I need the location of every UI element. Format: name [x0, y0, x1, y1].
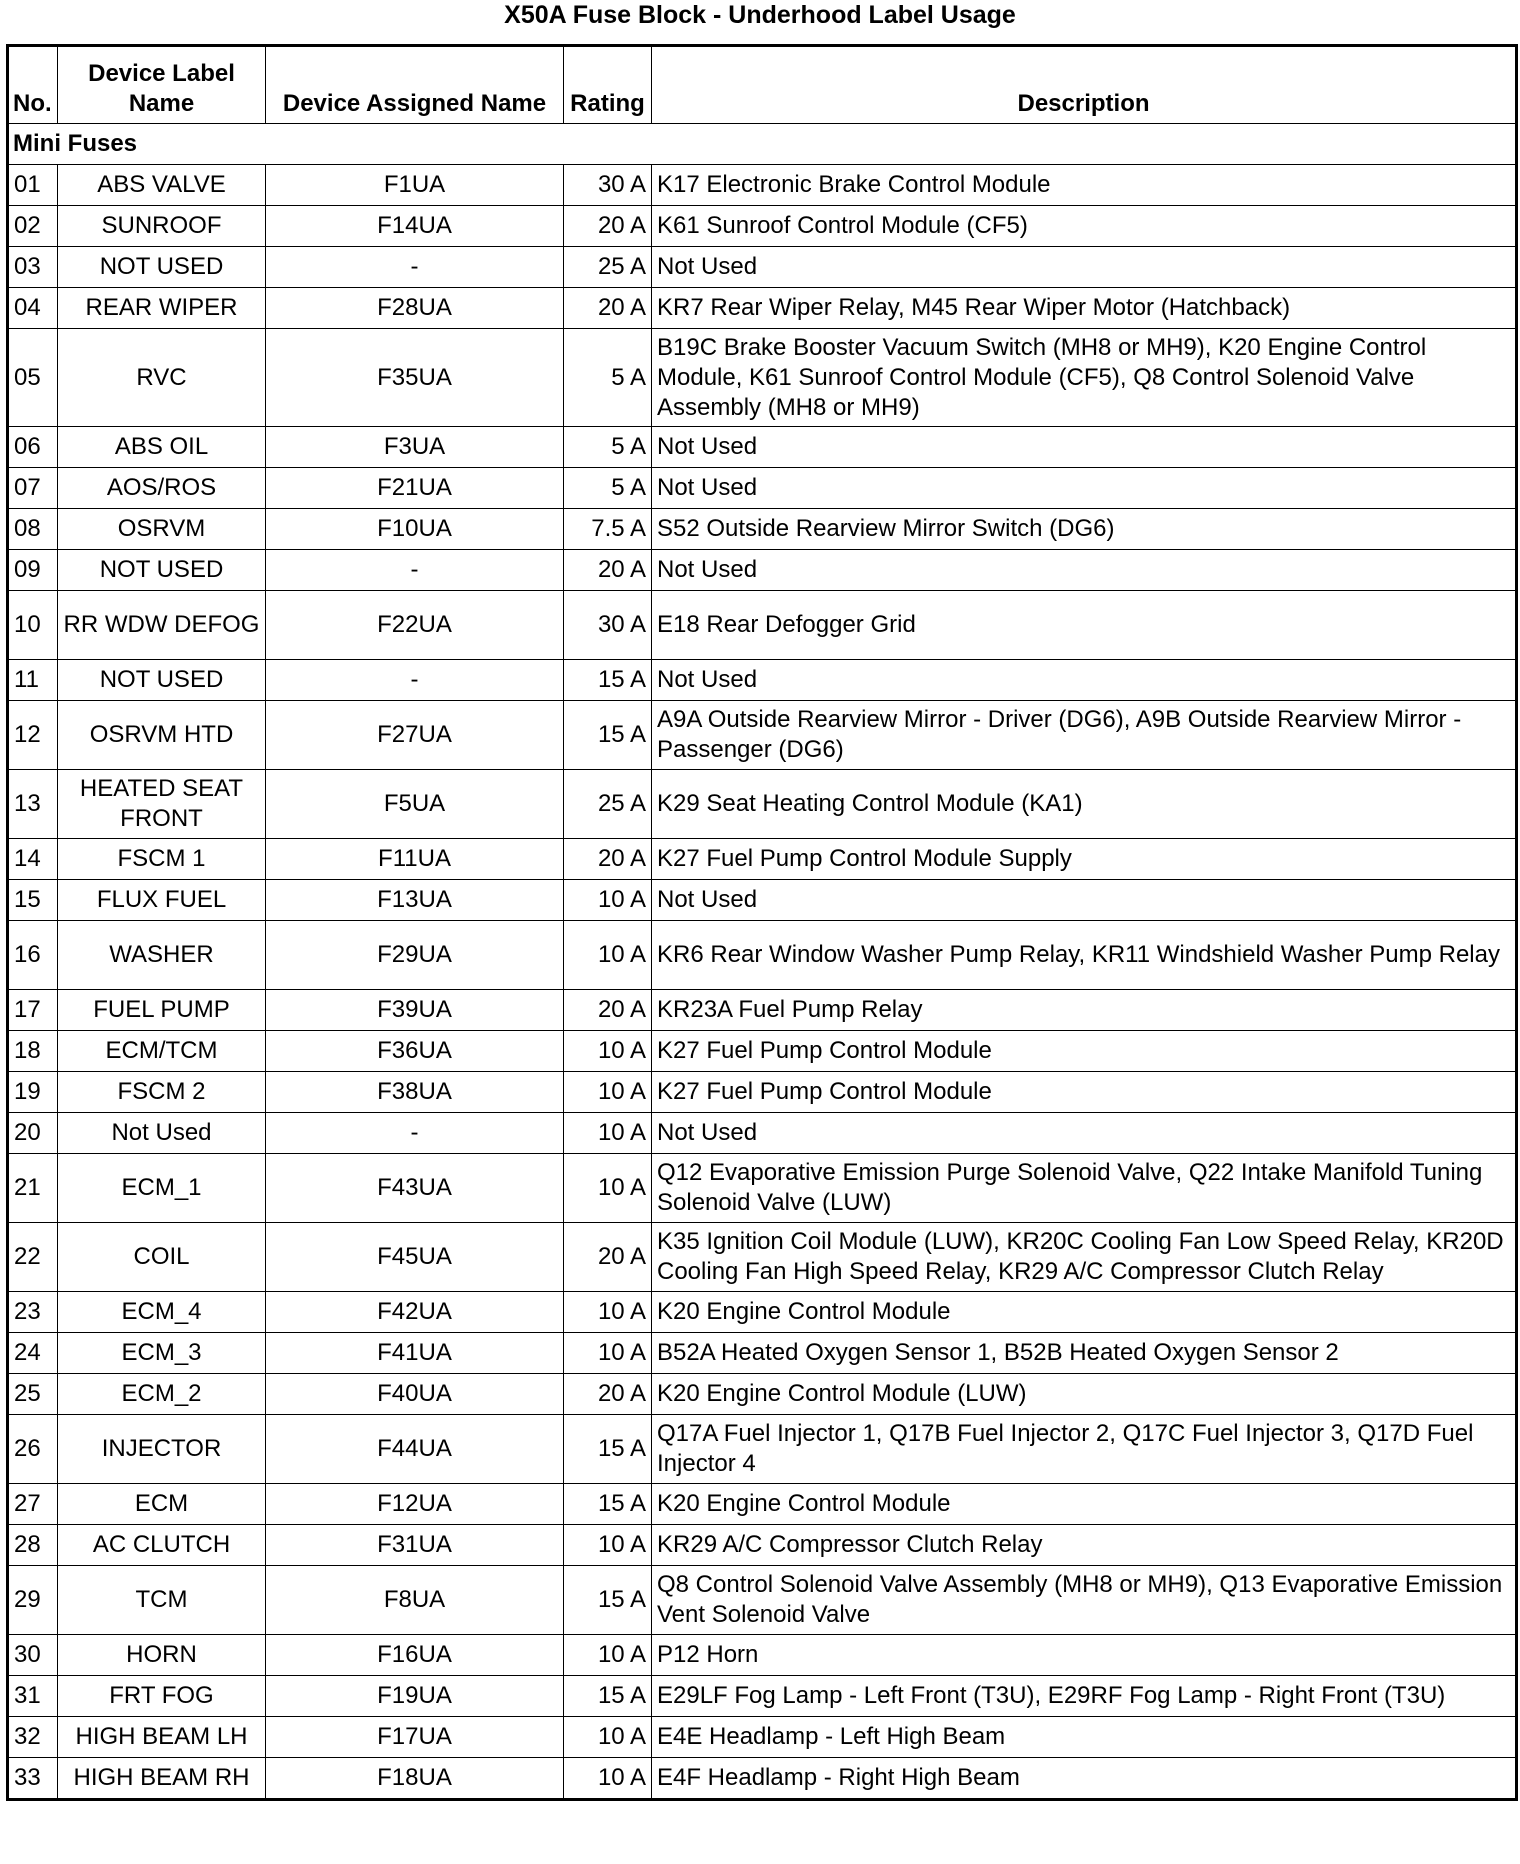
page-title: X50A Fuse Block - Underhood Label Usage — [504, 1, 1016, 29]
cell-assigned: F12UA — [266, 1484, 564, 1525]
cell-description: K27 Fuel Pump Control Module — [652, 1072, 1517, 1113]
cell-no: 32 — [8, 1717, 58, 1758]
table-row — [8, 660, 1517, 701]
cell-description: KR6 Rear Window Washer Pump Relay, KR11 Windshield Washer Pump Relay — [652, 921, 1517, 990]
table-row — [8, 1072, 1517, 1113]
cell-assigned: F11UA — [266, 839, 564, 880]
cell-rating: 20 A — [564, 1223, 652, 1292]
cell-label: ECM_2 — [58, 1374, 266, 1415]
cell-label: OSRVM — [58, 509, 266, 550]
cell-assigned: - — [266, 247, 564, 288]
cell-rating: 20 A — [564, 1374, 652, 1415]
cell-label: AC CLUTCH — [58, 1525, 266, 1566]
table-row — [8, 509, 1517, 550]
table-header-row — [8, 46, 1517, 124]
table-row — [8, 1374, 1517, 1415]
cell-rating: 20 A — [564, 288, 652, 329]
cell-label: FUEL PUMP — [58, 990, 266, 1031]
cell-rating: 25 A — [564, 770, 652, 839]
cell-rating: 15 A — [564, 660, 652, 701]
cell-label: RR WDW DEFOG — [58, 591, 266, 660]
cell-assigned: F27UA — [266, 701, 564, 770]
cell-description: Q8 Control Solenoid Valve Assembly (MH8 or MH9), Q13 Evaporative Emission Vent Solenoid Valve — [652, 1566, 1517, 1635]
cell-assigned: F21UA — [266, 468, 564, 509]
cell-label: SUNROOF — [58, 206, 266, 247]
cell-label: ABS OIL — [58, 427, 266, 468]
cell-description: K27 Fuel Pump Control Module — [652, 1031, 1517, 1072]
table-row — [8, 1758, 1517, 1800]
cell-description: K17 Electronic Brake Control Module — [652, 165, 1517, 206]
table-row — [8, 550, 1517, 591]
cell-description: Not Used — [652, 468, 1517, 509]
cell-no: 31 — [8, 1676, 58, 1717]
cell-no: 09 — [8, 550, 58, 591]
cell-label: WASHER — [58, 921, 266, 990]
cell-assigned: F8UA — [266, 1566, 564, 1635]
cell-no: 30 — [8, 1635, 58, 1676]
cell-description: Q12 Evaporative Emission Purge Solenoid Valve, Q22 Intake Manifold Tuning Solenoid Valve (LUW) — [652, 1154, 1517, 1223]
column-header-no: No. — [8, 46, 58, 124]
cell-rating: 10 A — [564, 1333, 652, 1374]
cell-label: COIL — [58, 1223, 266, 1292]
cell-description: KR29 A/C Compressor Clutch Relay — [652, 1525, 1517, 1566]
cell-assigned: F42UA — [266, 1292, 564, 1333]
cell-label: FSCM 1 — [58, 839, 266, 880]
cell-description: Q17A Fuel Injector 1, Q17B Fuel Injector 2, Q17C Fuel Injector 3, Q17D Fuel Injector 4 — [652, 1415, 1517, 1484]
cell-label: NOT USED — [58, 660, 266, 701]
cell-rating: 10 A — [564, 1072, 652, 1113]
cell-description: KR7 Rear Wiper Relay, M45 Rear Wiper Motor (Hatchback) — [652, 288, 1517, 329]
cell-rating: 5 A — [564, 427, 652, 468]
table-row — [8, 1415, 1517, 1484]
cell-no: 17 — [8, 990, 58, 1031]
cell-rating: 20 A — [564, 206, 652, 247]
cell-label: ECM_4 — [58, 1292, 266, 1333]
table-row — [8, 1525, 1517, 1566]
cell-no: 29 — [8, 1566, 58, 1635]
table-row — [8, 1566, 1517, 1635]
table-row — [8, 288, 1517, 329]
cell-assigned: F43UA — [266, 1154, 564, 1223]
cell-label: ECM/TCM — [58, 1031, 266, 1072]
cell-assigned: F3UA — [266, 427, 564, 468]
cell-label: Not Used — [58, 1113, 266, 1154]
cell-description: K20 Engine Control Module — [652, 1484, 1517, 1525]
cell-no: 19 — [8, 1072, 58, 1113]
table-row — [8, 1223, 1517, 1292]
cell-rating: 10 A — [564, 1113, 652, 1154]
table-row — [8, 921, 1517, 990]
table-row — [8, 1484, 1517, 1525]
cell-rating: 10 A — [564, 1031, 652, 1072]
cell-rating: 20 A — [564, 550, 652, 591]
table-row — [8, 1154, 1517, 1223]
cell-assigned: F1UA — [266, 165, 564, 206]
cell-rating: 30 A — [564, 591, 652, 660]
cell-no: 33 — [8, 1758, 58, 1800]
cell-description: Not Used — [652, 1113, 1517, 1154]
cell-no: 12 — [8, 701, 58, 770]
cell-assigned: F40UA — [266, 1374, 564, 1415]
cell-rating: 10 A — [564, 1525, 652, 1566]
cell-assigned: - — [266, 1113, 564, 1154]
table-row — [8, 770, 1517, 839]
cell-no: 25 — [8, 1374, 58, 1415]
column-header-assigned: Device Assigned Name — [266, 46, 564, 124]
cell-assigned: - — [266, 550, 564, 591]
cell-assigned: F5UA — [266, 770, 564, 839]
cell-assigned: F10UA — [266, 509, 564, 550]
cell-description: Not Used — [652, 880, 1517, 921]
table-row — [8, 1717, 1517, 1758]
cell-assigned: F45UA — [266, 1223, 564, 1292]
cell-rating: 15 A — [564, 1415, 652, 1484]
cell-no: 18 — [8, 1031, 58, 1072]
cell-no: 08 — [8, 509, 58, 550]
cell-assigned: F29UA — [266, 921, 564, 990]
table-row — [8, 468, 1517, 509]
cell-label: ECM_1 — [58, 1154, 266, 1223]
cell-assigned: F17UA — [266, 1717, 564, 1758]
cell-assigned: F39UA — [266, 990, 564, 1031]
cell-description: B19C Brake Booster Vacuum Switch (MH8 or MH9), K20 Engine Control Module, K61 Sunroof Control Module (CF5), Q8 Control Solenoid Valve Assembly (MH8 or MH9) — [652, 329, 1517, 427]
table-row — [8, 1031, 1517, 1072]
cell-rating: 10 A — [564, 921, 652, 990]
cell-rating: 30 A — [564, 165, 652, 206]
cell-no: 23 — [8, 1292, 58, 1333]
table-row — [8, 329, 1517, 427]
cell-rating: 20 A — [564, 839, 652, 880]
cell-rating: 10 A — [564, 1292, 652, 1333]
cell-description: Not Used — [652, 247, 1517, 288]
cell-label: ABS VALVE — [58, 165, 266, 206]
cell-no: 15 — [8, 880, 58, 921]
cell-label: NOT USED — [58, 550, 266, 591]
cell-description: S52 Outside Rearview Mirror Switch (DG6) — [652, 509, 1517, 550]
cell-label: FRT FOG — [58, 1676, 266, 1717]
cell-rating: 7.5 A — [564, 509, 652, 550]
table-row — [8, 247, 1517, 288]
cell-label: INJECTOR — [58, 1415, 266, 1484]
cell-assigned: - — [266, 660, 564, 701]
cell-description: KR23A Fuel Pump Relay — [652, 990, 1517, 1031]
cell-rating: 15 A — [564, 1566, 652, 1635]
cell-label: HIGH BEAM RH — [58, 1758, 266, 1800]
table-row — [8, 206, 1517, 247]
cell-assigned: F16UA — [266, 1635, 564, 1676]
cell-label: OSRVM HTD — [58, 701, 266, 770]
cell-assigned: F18UA — [266, 1758, 564, 1800]
cell-description: B52A Heated Oxygen Sensor 1, B52B Heated Oxygen Sensor 2 — [652, 1333, 1517, 1374]
cell-description: K29 Seat Heating Control Module (KA1) — [652, 770, 1517, 839]
cell-assigned: F13UA — [266, 880, 564, 921]
cell-rating: 5 A — [564, 468, 652, 509]
cell-label: AOS/ROS — [58, 468, 266, 509]
cell-no: 21 — [8, 1154, 58, 1223]
cell-assigned: F41UA — [266, 1333, 564, 1374]
table-row — [8, 880, 1517, 921]
table-row — [8, 165, 1517, 206]
cell-label: HORN — [58, 1635, 266, 1676]
cell-no: 10 — [8, 591, 58, 660]
cell-label: FSCM 2 — [58, 1072, 266, 1113]
table-row — [8, 1292, 1517, 1333]
cell-assigned: F22UA — [266, 591, 564, 660]
cell-label: RVC — [58, 329, 266, 427]
cell-label: NOT USED — [58, 247, 266, 288]
cell-no: 13 — [8, 770, 58, 839]
cell-rating: 10 A — [564, 1154, 652, 1223]
cell-no: 20 — [8, 1113, 58, 1154]
table-row — [8, 1676, 1517, 1717]
column-header-label: Device Label Name — [58, 46, 266, 124]
table-row — [8, 1635, 1517, 1676]
cell-no: 05 — [8, 329, 58, 427]
table-row — [8, 1113, 1517, 1154]
cell-no: 04 — [8, 288, 58, 329]
cell-rating: 10 A — [564, 1758, 652, 1800]
cell-description: K61 Sunroof Control Module (CF5) — [652, 206, 1517, 247]
cell-description: E18 Rear Defogger Grid — [652, 591, 1517, 660]
cell-label: TCM — [58, 1566, 266, 1635]
cell-label: FLUX FUEL — [58, 880, 266, 921]
cell-description: K20 Engine Control Module — [652, 1292, 1517, 1333]
cell-description: E29LF Fog Lamp - Left Front (T3U), E29RF Fog Lamp - Right Front (T3U) — [652, 1676, 1517, 1717]
section-label: Mini Fuses — [8, 124, 1517, 165]
cell-rating: 25 A — [564, 247, 652, 288]
cell-assigned: F35UA — [266, 329, 564, 427]
cell-assigned: F28UA — [266, 288, 564, 329]
cell-no: 02 — [8, 206, 58, 247]
cell-description: Not Used — [652, 427, 1517, 468]
column-header-description: Description — [652, 46, 1517, 124]
cell-rating: 10 A — [564, 1635, 652, 1676]
section-row — [8, 124, 1517, 165]
cell-label: ECM — [58, 1484, 266, 1525]
cell-no: 06 — [8, 427, 58, 468]
cell-no: 03 — [8, 247, 58, 288]
cell-description: K20 Engine Control Module (LUW) — [652, 1374, 1517, 1415]
cell-description: E4F Headlamp - Right High Beam — [652, 1758, 1517, 1800]
cell-assigned: F19UA — [266, 1676, 564, 1717]
cell-assigned: F14UA — [266, 206, 564, 247]
cell-no: 16 — [8, 921, 58, 990]
cell-no: 01 — [8, 165, 58, 206]
cell-description: Not Used — [652, 660, 1517, 701]
cell-assigned: F31UA — [266, 1525, 564, 1566]
table-row — [8, 591, 1517, 660]
cell-rating: 20 A — [564, 990, 652, 1031]
cell-no: 22 — [8, 1223, 58, 1292]
cell-no: 26 — [8, 1415, 58, 1484]
cell-label: HEATED SEAT FRONT — [58, 770, 266, 839]
cell-rating: 10 A — [564, 1717, 652, 1758]
cell-no: 11 — [8, 660, 58, 701]
cell-assigned: F44UA — [266, 1415, 564, 1484]
table-row — [8, 839, 1517, 880]
cell-rating: 15 A — [564, 1676, 652, 1717]
cell-no: 24 — [8, 1333, 58, 1374]
cell-no: 28 — [8, 1525, 58, 1566]
cell-description: P12 Horn — [652, 1635, 1517, 1676]
cell-description: A9A Outside Rearview Mirror - Driver (DG6), A9B Outside Rearview Mirror - Passenger (DG6) — [652, 701, 1517, 770]
cell-label: ECM_3 — [58, 1333, 266, 1374]
cell-rating: 5 A — [564, 329, 652, 427]
fuse-table — [6, 44, 1518, 1801]
cell-rating: 10 A — [564, 880, 652, 921]
cell-description: K27 Fuel Pump Control Module Supply — [652, 839, 1517, 880]
cell-assigned: F36UA — [266, 1031, 564, 1072]
cell-rating: 15 A — [564, 701, 652, 770]
table-row — [8, 990, 1517, 1031]
cell-label: HIGH BEAM LH — [58, 1717, 266, 1758]
cell-no: 27 — [8, 1484, 58, 1525]
cell-description: Not Used — [652, 550, 1517, 591]
cell-description: K35 Ignition Coil Module (LUW), KR20C Cooling Fan Low Speed Relay, KR20D Cooling Fan High Speed Relay, KR29 A/C Compressor Clutch Relay — [652, 1223, 1517, 1292]
table-row — [8, 1333, 1517, 1374]
cell-label: REAR WIPER — [58, 288, 266, 329]
cell-no: 07 — [8, 468, 58, 509]
table-row — [8, 701, 1517, 770]
cell-assigned: F38UA — [266, 1072, 564, 1113]
cell-description: E4E Headlamp - Left High Beam — [652, 1717, 1517, 1758]
cell-no: 14 — [8, 839, 58, 880]
column-header-rating: Rating — [564, 46, 652, 124]
cell-rating: 15 A — [564, 1484, 652, 1525]
table-row — [8, 427, 1517, 468]
